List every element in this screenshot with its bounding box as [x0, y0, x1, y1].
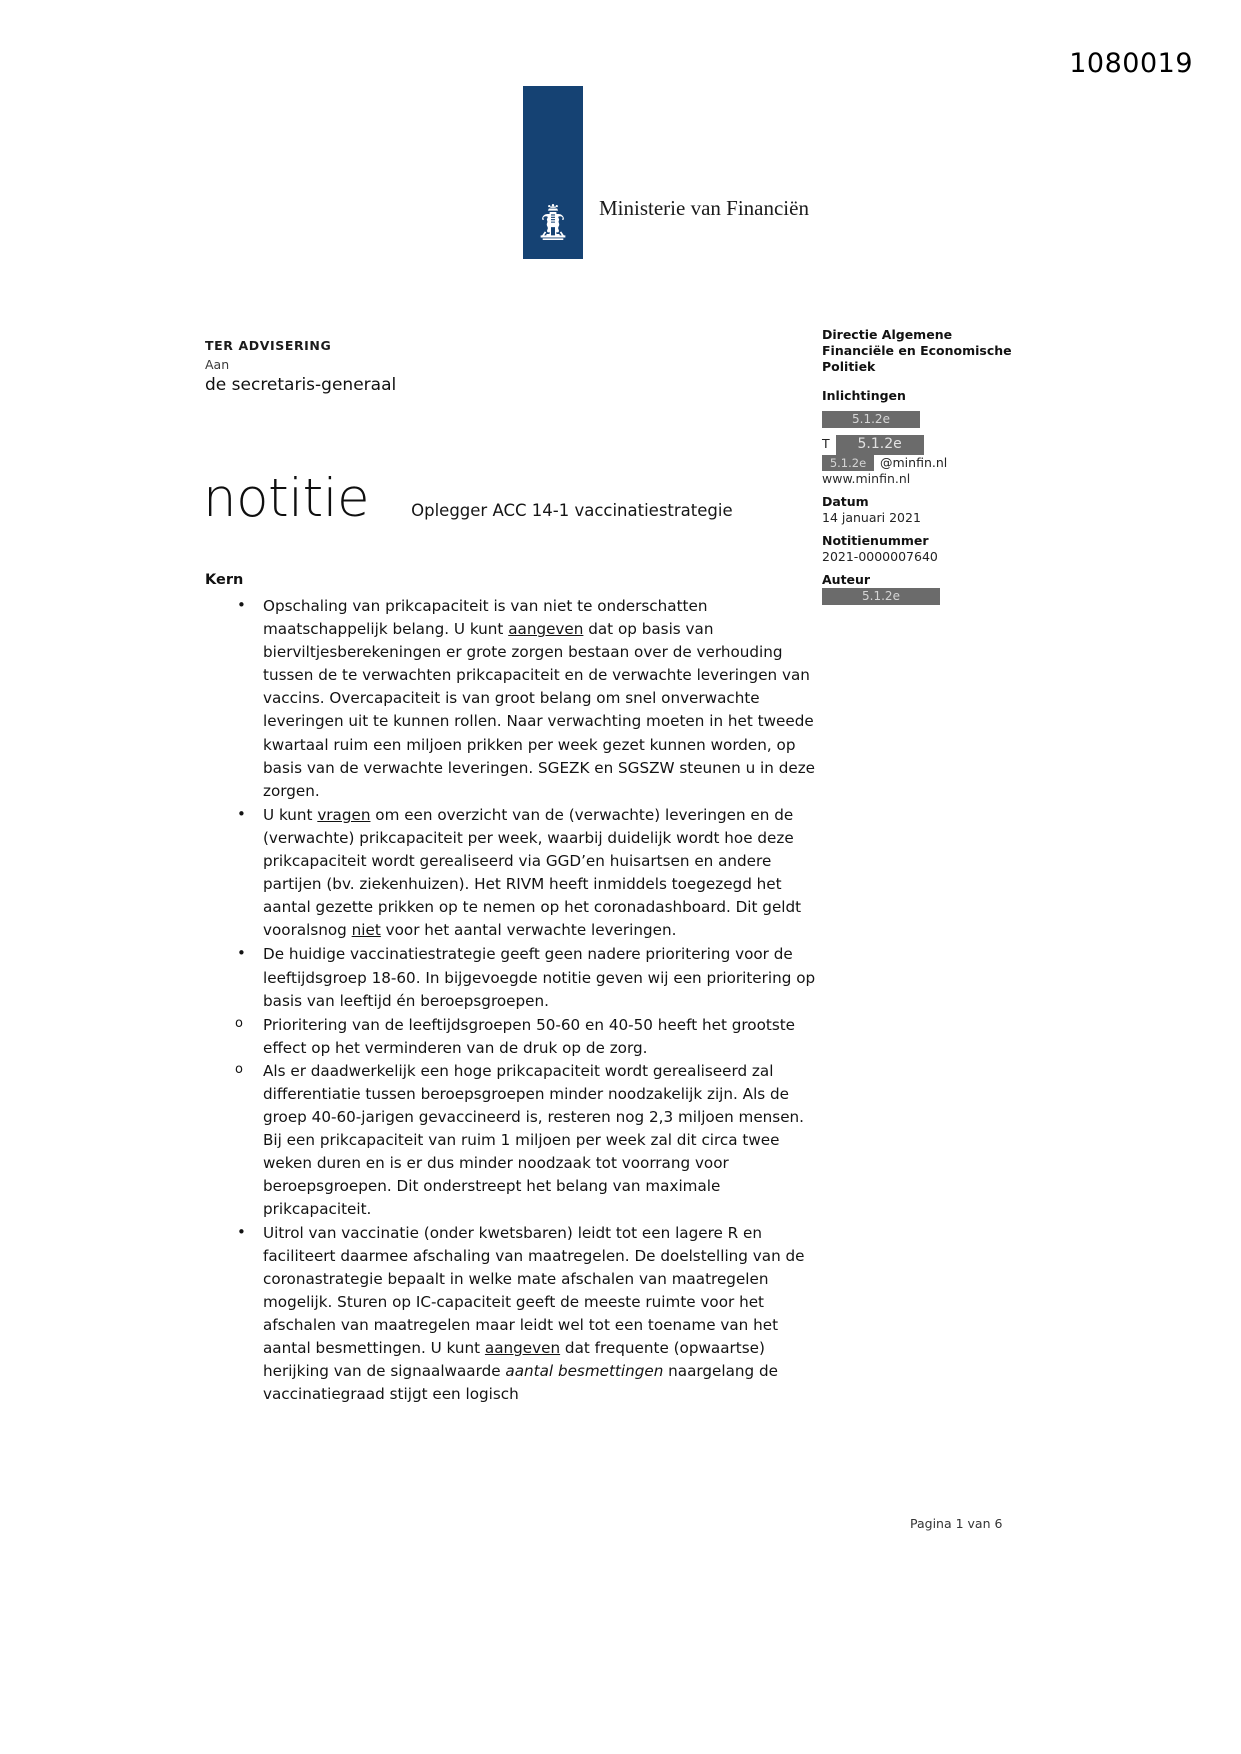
text-run: naargelang de vaccinatiegraad stijgt een logisch [263, 1362, 778, 1404]
website-url[interactable]: www.minfin.nl [822, 470, 911, 486]
addressing-block [205, 338, 625, 395]
redaction-phone: 5.1.2e [836, 435, 924, 455]
directorate-line-1: Directie Algemene [822, 327, 953, 342]
kern-subbullet [205, 1060, 825, 1222]
text-run: dat frequente (opwaartse) herijking van de signaalwaarde [263, 1339, 765, 1381]
datum-value: 14 januari 2021 [822, 509, 921, 525]
document-title-row [203, 468, 843, 529]
ministry-name: Ministerie van Financiën [599, 196, 809, 220]
text-run: voor het aantal verwachte leveringen. [380, 921, 677, 940]
kern-bullet [205, 943, 825, 1012]
text-run: om een overzicht van de (verwachte) leveringen en de (verwachte) prikcapaciteit per week, waarbij duidelijk wordt hoe deze prikcapaciteit wordt gerealiseerd via GGD’en huisartsen en andere partijen (bv. ziekenhuizen). Het RIVM heeft inmiddels toegezegd het aantal gezette prikken op te nemen op het coronadashboard. Dit geldt vooralsnog [263, 805, 802, 940]
kern-bullet [205, 1222, 825, 1407]
directorate-line-3: Politiek [822, 359, 876, 374]
document-subject: Oplegger ACC 14-1 vaccinatiestrategie [411, 501, 733, 520]
notitienummer-label: Notitienummer [822, 532, 929, 548]
kern-heading: Kern [205, 572, 244, 588]
kern-bullet [205, 804, 825, 943]
emphasis-italic: aantal besmettingen [505, 1362, 664, 1381]
ministry-logo [523, 86, 809, 259]
kern-subbullet-list [205, 1014, 825, 1222]
directorate-line-2: Financiële en Economische [822, 343, 1012, 358]
kern-bullet-list [205, 595, 825, 1406]
text-run: De huidige vaccinatiestrategie geeft geen nadere prioritering voor de leeftijdsgroep 18-60. In bijgevoegde notitie geven wij een prioritering op basis van leeftijd én beroepsgroepen. [263, 945, 816, 1010]
recipient-value: de secretaris-generaal [205, 375, 397, 395]
emphasis-underline: vragen [317, 805, 371, 824]
page-footer: Pagina 1 van 6 [910, 1516, 1003, 1531]
metadata-sidebar [822, 327, 1052, 605]
inlichtingen-label: Inlichtingen [822, 388, 906, 403]
text-run: Als er daadwerkelijk een hoge prikcapaciteit wordt gerealiseerd zal differentiatie tussen beroepsgroepen minder noodzakelijk zijn. Als de groep 40-60-jarigen gevaccineerd is, resteren nog 2,3 miljoen mensen. Bij een prikcapaciteit van ruim 1 miljoen per week zal dit circa twee weken duren en is er dus minder noodzaak tot voorrang voor beroepsgroepen. Dit onderstreept het belang van maximale prikcapaciteit. [263, 1061, 804, 1219]
redaction-auteur: 5.1.2e [822, 588, 940, 605]
phone-label: T [822, 436, 830, 451]
logo-blue-bar [523, 86, 583, 259]
text-run: Uitrol van vaccinatie (onder kwetsbaren) leidt tot een lagere R en faciliteert daarmee afschaling van maatregelen. De doelstelling van de coronastrategie bepaalt in welke mate afschalen van maatregelen mogelijk. Sturen op IC-capaciteit geeft de meeste ruimte voor het afschalen van maatregelen maar leidt wel tot een toename van het aantal besmettingen. U kunt [263, 1223, 805, 1357]
text-run: Prioritering van de leeftijdsgroepen 50-60 en 40-50 heeft het grootste effect op het verminderen van de druk op de zorg. [263, 1015, 796, 1057]
emphasis-underline: niet [351, 921, 381, 940]
email-domain: @minfin.nl [880, 454, 948, 470]
email-line [822, 455, 1052, 471]
scan-identifier: 1080019 [1069, 48, 1193, 79]
recipient-label: Aan [205, 357, 230, 372]
emphasis-underline: aangeven [508, 620, 584, 639]
phone-line [822, 435, 1052, 455]
emphasis-underline: aangeven [484, 1339, 561, 1357]
document-body [205, 572, 825, 1407]
datum-label: Datum [822, 493, 869, 509]
auteur-label: Auteur [822, 571, 871, 587]
redaction-inlichtingen: 5.1.2e [822, 411, 920, 428]
redaction-email-user: 5.1.2e [822, 455, 874, 471]
dutch-coat-of-arms-icon [531, 203, 575, 247]
advisory-kicker: TER ADVISERING [205, 338, 332, 353]
notitienummer-value: 2021-0000007640 [822, 548, 938, 564]
kern-bullet [205, 595, 825, 803]
text-run: dat op basis van bierviltjesberekeningen er grote zorgen bestaan over de verhouding tussen de te verwachten prikcapaciteit en de verwachte leveringen van vaccins. Overcapaciteit is van groot belang om snel onverwachte leveringen uit te kunnen rollen. Naar verwachting moeten in het tweede kwartaal ruim een miljoen prikken per week gezet kunnen worden, op basis van de verwachte leveringen. SGEZK en SGSZW steunen u in deze zorgen. [263, 620, 816, 800]
text-run: U kunt [263, 805, 318, 824]
kern-subbullet [205, 1014, 825, 1060]
text-run: Opschaling van prikcapaciteit is van niet te onderschatten maatschappelijk belang. U kunt [263, 597, 708, 639]
document-type: notitie [203, 468, 370, 529]
